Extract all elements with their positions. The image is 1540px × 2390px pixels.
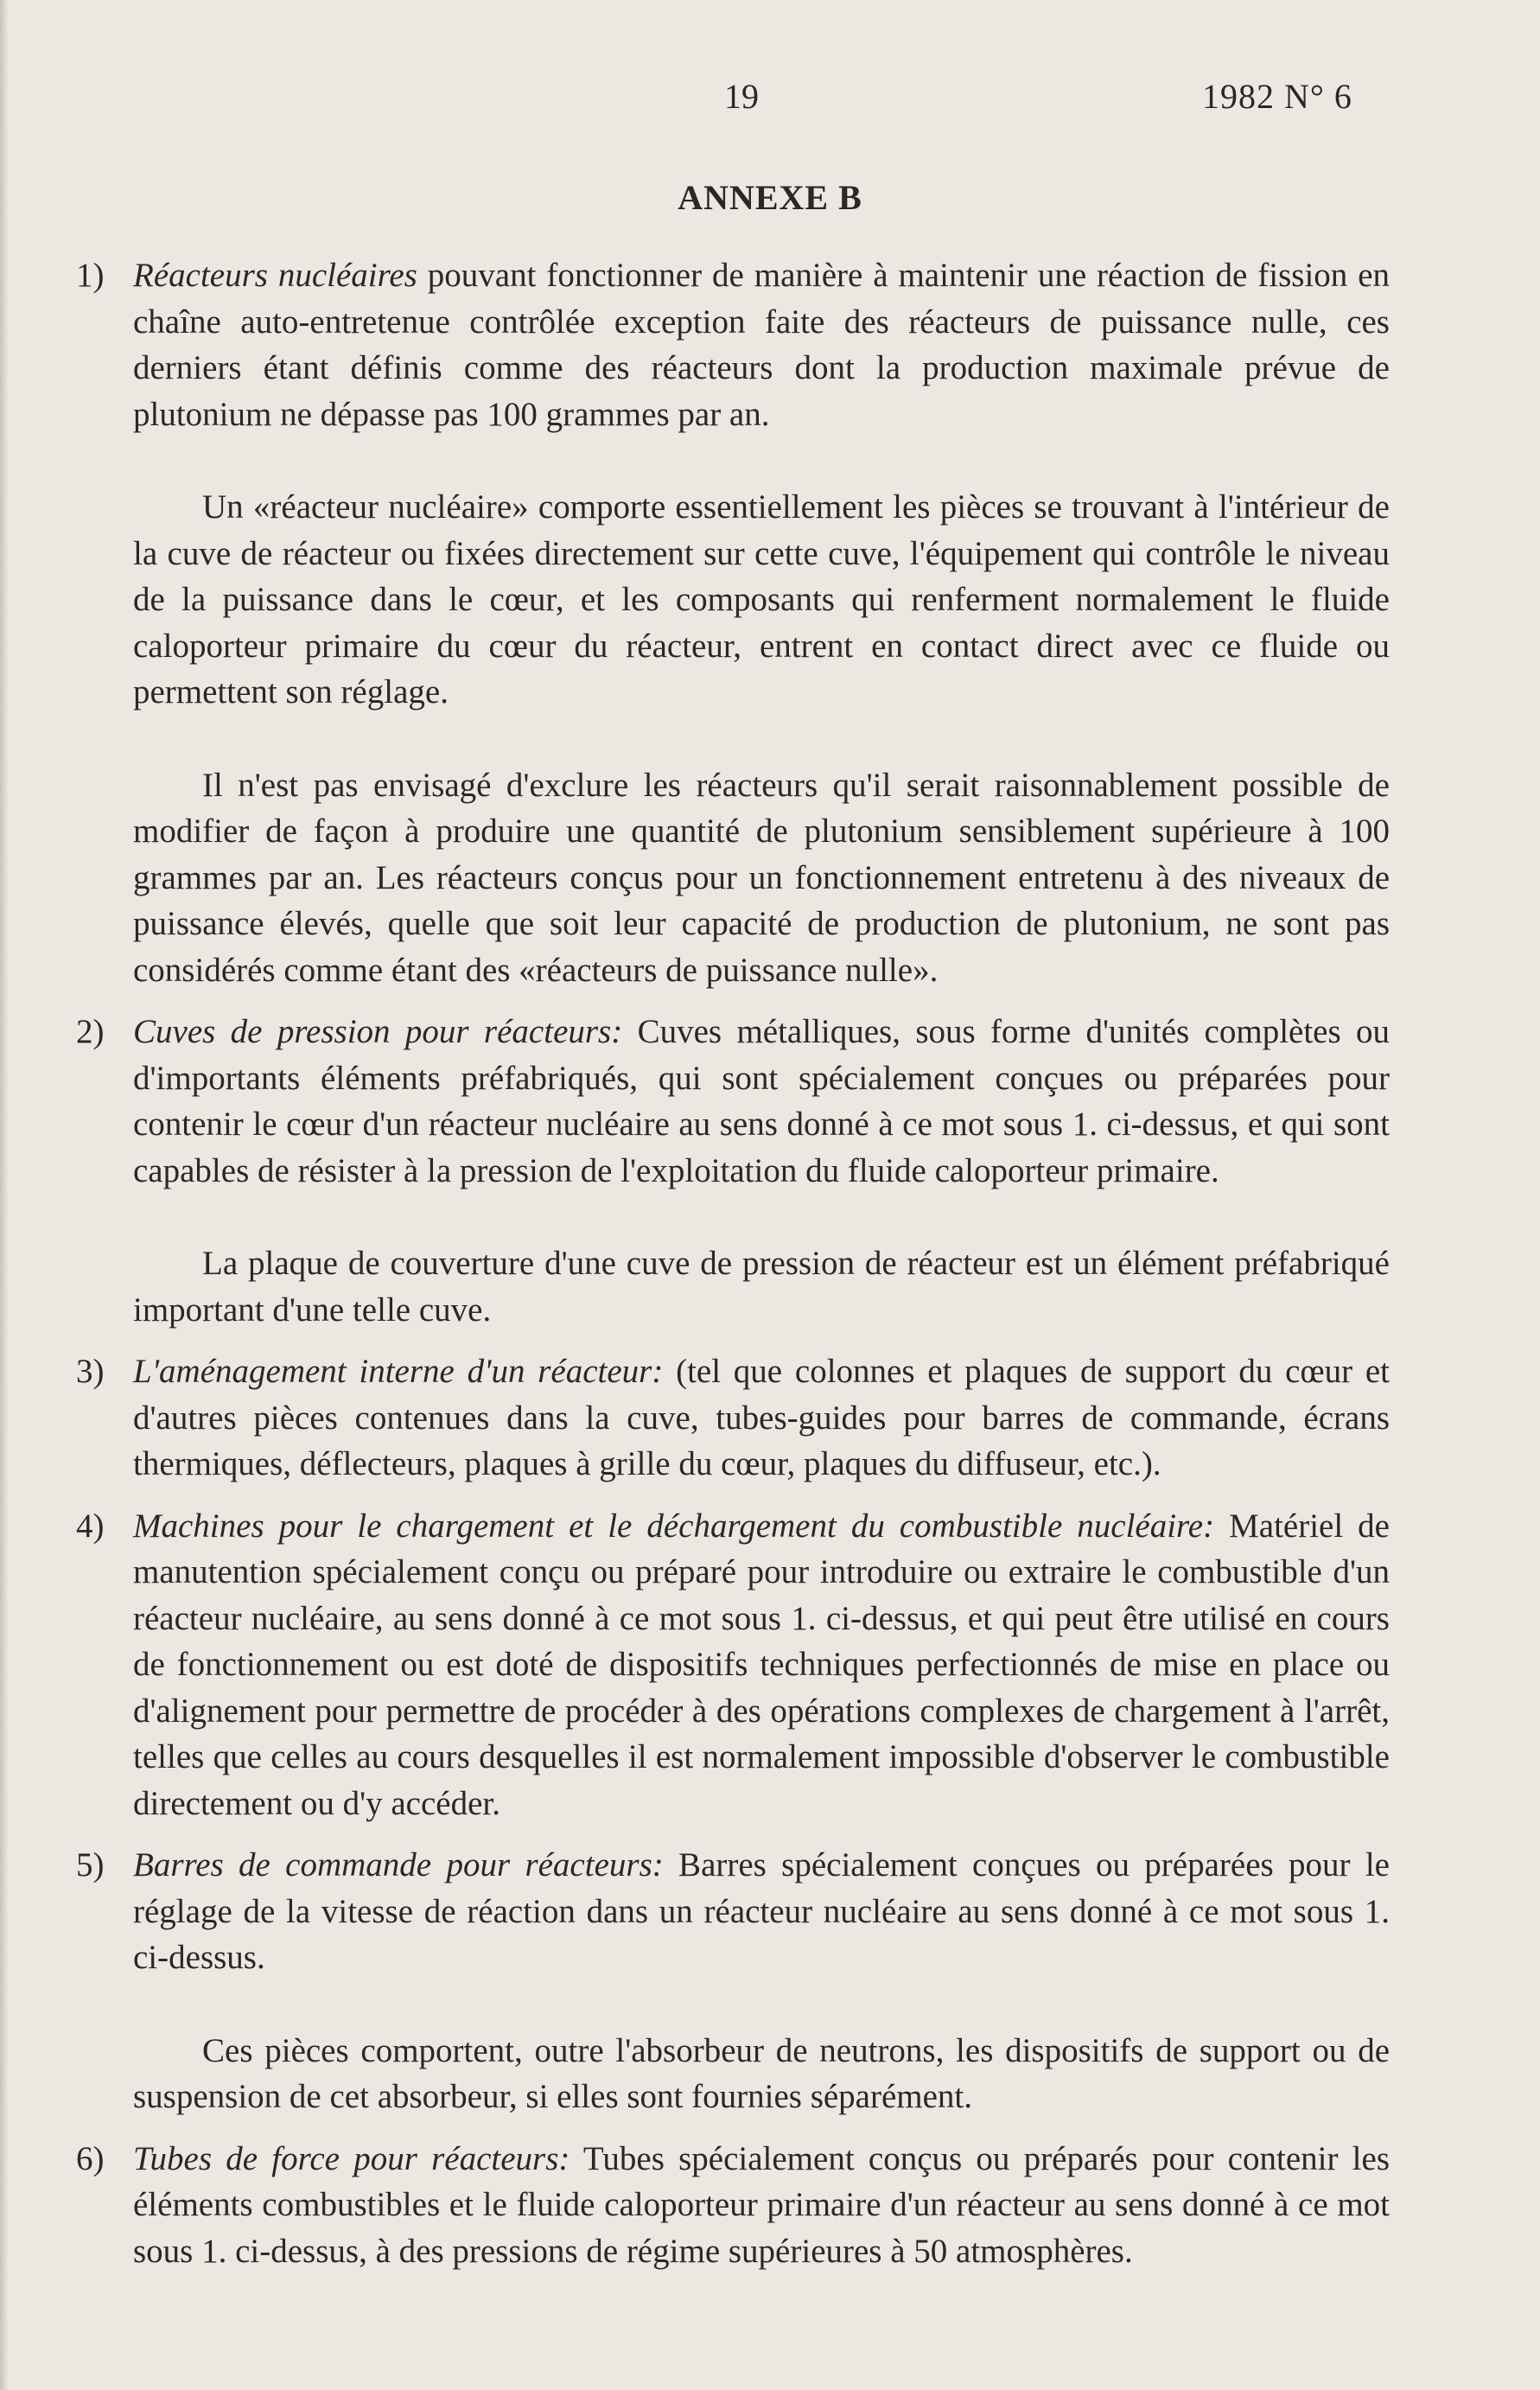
- item-heading: Cuves de pression pour réacteurs:: [133, 1013, 623, 1050]
- item-heading: Barres de commande pour réacteurs:: [133, 1846, 664, 1883]
- item-number: 5): [76, 1846, 105, 1883]
- item-heading: L'aménagement interne d'un réacteur:: [133, 1353, 664, 1390]
- list-item: [76, 1842, 1390, 1981]
- issue-label: 1982 N° 6: [1202, 77, 1352, 116]
- item-text: Matériel de manutention spécialement conçu ou préparé pour introduire ou extraire le combustible d'un réacteur nucléaire, au sens donné à ce mot sous 1. ci-dessus, et qui peut être utilisé en cours de fonctionnement ou est doté de dispositifs techniques perfectionnés de mise en place ou d'alignement pour permettre de procéder à des opérations complexes de chargement à l'arrêt, telles que celles au cours desquelles il est normalement impossible d'observer le combustible directement ou d'y accéder.: [133, 1507, 1390, 1822]
- item-number: 2): [76, 1013, 105, 1050]
- item-number: 6): [76, 2139, 105, 2177]
- list-item: [76, 2136, 1390, 2275]
- item-number: 1): [76, 257, 105, 294]
- list-item: [76, 1503, 1390, 1827]
- item-text: Cuves métalliques, sous forme d'unités complètes ou d'importants éléments préfabriqués, qui sont spécialement conçues ou préparées pour contenir le cœur d'un réacteur nucléaire au sens donné à ce mot sous 1. ci-dessus, et qui sont capables de résister à la pression de l'exploitation du fluide caloporteur primaire.: [133, 1013, 1390, 1189]
- paragraph: La plaque de couverture d'une cuve de pression de réacteur est un élément préfabriqué important d'une telle cuve.: [133, 1245, 1390, 1329]
- annex-title: ANNEXE B: [678, 178, 862, 217]
- item-text: pouvant fonctionner de manière à maintenir une réaction de fission en chaîne auto-entretenue contrôlée exception faite des réacteurs de puissance nulle, ces derniers étant définis comme des réacteurs dont la production maximale prévue de plutonium ne dépasse pas 100 grammes par an.: [133, 257, 1390, 433]
- item-text: (tel que colonnes et plaques de support du cœur et d'autres pièces contenues dans la cuve, tubes-guides pour barres de commande, écrans thermiques, déflecteurs, plaques à grille du cœur, plaques du diffuseur, etc.).: [133, 1353, 1390, 1482]
- page-edge-shadow: [0, 0, 9, 2390]
- list-item: [76, 1348, 1390, 1488]
- document-body: [76, 252, 1390, 2274]
- item-number: 4): [76, 1507, 105, 1545]
- page-header: [0, 76, 1540, 128]
- paragraph: Un «réacteur nucléaire» comporte essentiellement les pièces se trouvant à l'intérieur de la cuve de réacteur ou fixées directement sur cette cuve, l'équipement qui contrôle le niveau de la puissance dans le cœur, et les composants qui renferment normalement le fluide caloporteur primaire du cœur du réacteur, entrent en contact direct avec ce fluide ou permettent son réglage.: [133, 488, 1390, 711]
- list-item: [76, 252, 1390, 437]
- paragraph: Ces pièces comportent, outre l'absorbeur de neutrons, les dispositifs de support ou de suspension de cet absorbeur, si elles sont fournies séparément.: [133, 2031, 1390, 2115]
- item-text: Barres spécialement conçues ou préparées pour le réglage de la vitesse de réaction dans un réacteur nucléaire au sens donné à ce mot sous 1. ci-dessus.: [133, 1846, 1390, 1976]
- item-number: 3): [76, 1353, 105, 1390]
- item-text: Tubes spécialement conçus ou préparés pour contenir les éléments combustibles et le fluide caloporteur primaire d'un réacteur au sens donné à ce mot sous 1. ci-dessus, à des pressions de régime supérieures à 50 atmosphères.: [133, 2139, 1390, 2270]
- item-heading: Réacteurs nucléaires: [133, 257, 417, 294]
- list-item: [76, 1009, 1390, 1194]
- page-number: 19: [724, 77, 759, 116]
- item-heading: Machines pour le chargement et le déchargement du combustible nucléaire:: [133, 1507, 1215, 1545]
- item-heading: Tubes de force pour réacteurs:: [133, 2139, 570, 2177]
- paragraph: Il n'est pas envisagé d'exclure les réacteurs qu'il serait raisonnablement possible de modifier de façon à produire une quantité de plutonium sensiblement supérieure à 100 grammes par an. Les réacteurs conçus pour un fonctionnement entretenu à des niveaux de puissance élevés, quelle que soit leur capacité de production de plutonium, ne sont pas considérés comme étant des «réacteurs de puissance nulle».: [133, 766, 1390, 989]
